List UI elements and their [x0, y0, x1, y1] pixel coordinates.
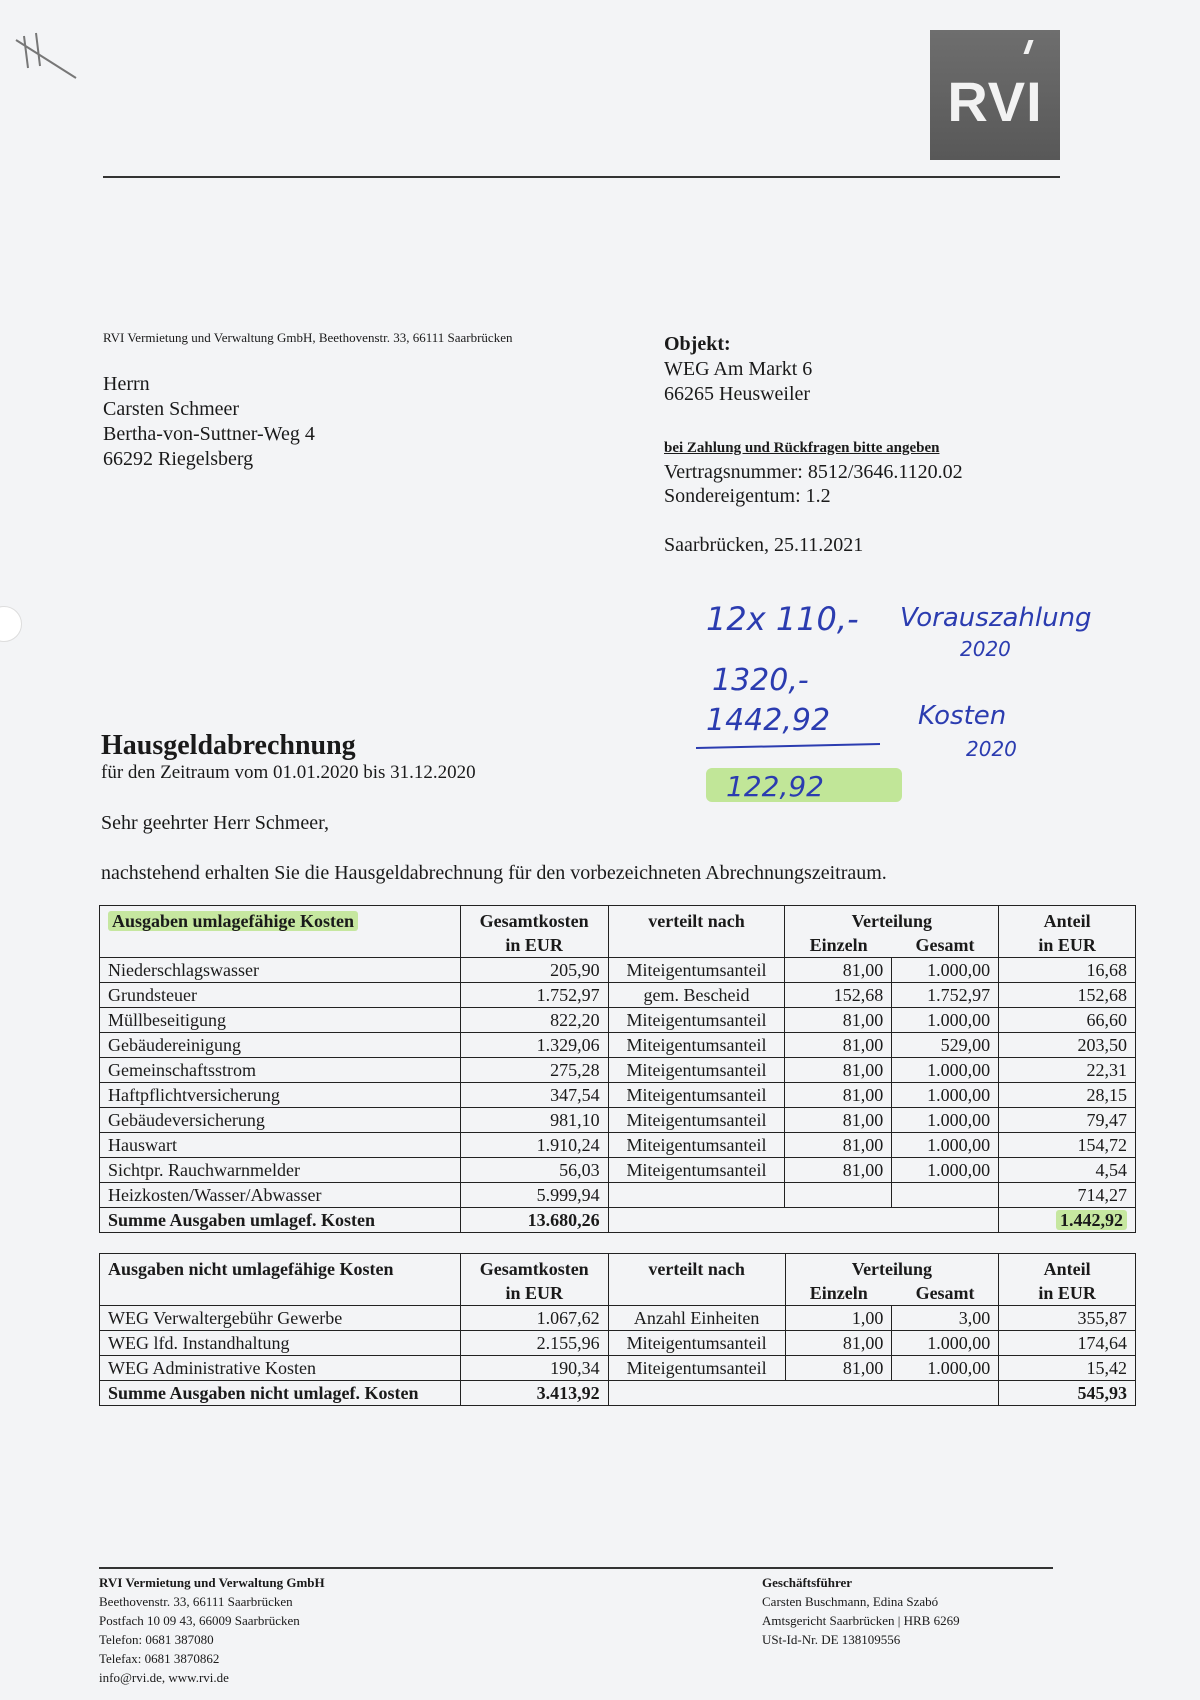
- cost-overall: 529,00: [892, 1033, 999, 1058]
- non-allocable-costs-table: [99, 1253, 1136, 1406]
- cost-total: 981,10: [460, 1108, 608, 1133]
- cost-name: Hauswart: [100, 1133, 461, 1158]
- cost-share: 16,68: [999, 958, 1136, 983]
- cost-overall: 1.000,00: [892, 1158, 999, 1183]
- footer-postbox: Postfach 10 09 43, 66009 Saarbrücken: [99, 1613, 300, 1628]
- cost-name: Gebäudereinigung: [100, 1033, 461, 1058]
- allocable-costs-table: [99, 905, 1136, 1233]
- cost-total: 5.999,94: [460, 1183, 608, 1208]
- table-row: [100, 1033, 1136, 1058]
- cost-single: 81,00: [785, 1133, 892, 1158]
- table-row: [100, 1058, 1136, 1083]
- cost-overall: 1.000,00: [892, 1356, 999, 1381]
- cost-key: Miteigentumsanteil: [608, 1356, 785, 1381]
- table-header-row: [100, 906, 1136, 958]
- table-row: [100, 1158, 1136, 1183]
- footer-phone: Telefon: 0681 387080: [99, 1632, 214, 1647]
- table-row: [100, 1133, 1136, 1158]
- header-divider: [103, 176, 1060, 178]
- cost-key: Miteigentumsanteil: [608, 1331, 785, 1356]
- cost-share: 22,31: [999, 1058, 1136, 1083]
- header-distribution: Verteilung Einzeln Gesamt: [785, 906, 999, 958]
- cost-name: Grundsteuer: [100, 983, 461, 1008]
- punch-hole: [0, 606, 22, 642]
- table-row: [100, 1108, 1136, 1133]
- footer-company: RVI Vermietung und Verwaltung GmbH: [99, 1575, 325, 1590]
- sum-row: [100, 1208, 1136, 1233]
- cost-total: 1.752,97: [460, 983, 608, 1008]
- cost-share: 66,60: [999, 1008, 1136, 1033]
- cost-name: Müllbeseitigung: [100, 1008, 461, 1033]
- cost-overall: 3,00: [892, 1306, 999, 1331]
- cost-single: 81,00: [785, 1108, 892, 1133]
- document-title: Hausgeldabrechnung: [101, 730, 356, 761]
- cost-total: 275,28: [460, 1058, 608, 1083]
- sum-share: 545,93: [999, 1381, 1136, 1406]
- cost-single: 81,00: [785, 1158, 892, 1183]
- cost-total: 2.155,96: [460, 1331, 608, 1356]
- cost-key: Miteigentumsanteil: [608, 958, 785, 983]
- cost-total: 56,03: [460, 1158, 608, 1183]
- footer-web: info@rvi.de, www.rvi.de: [99, 1670, 229, 1685]
- cost-single: 152,68: [785, 983, 892, 1008]
- cost-name: Gebäudeversicherung: [100, 1108, 461, 1133]
- letter-salutation: Sehr geehrter Herr Schmeer,: [101, 812, 329, 834]
- cost-total: 822,20: [460, 1008, 608, 1033]
- cost-key: Anzahl Einheiten: [608, 1306, 785, 1331]
- contract-number: Vertragsnummer: 8512/3646.1120.02: [664, 461, 963, 483]
- cost-overall: 1.000,00: [892, 1108, 999, 1133]
- sender-line: RVI Vermietung und Verwaltung GmbH, Beethovenstr. 33, 66111 Saarbrücken: [103, 330, 513, 345]
- cost-share: 355,87: [999, 1306, 1136, 1331]
- cost-name: Haftpflichtversicherung: [100, 1083, 461, 1108]
- rvi-logo: [930, 30, 1060, 160]
- cost-key: Miteigentumsanteil: [608, 1158, 785, 1183]
- footer-address: Beethovenstr. 33, 66111 Saarbrücken: [99, 1594, 293, 1609]
- unit-number: Sondereigentum: 1.2: [664, 485, 831, 507]
- reference-block: [664, 436, 963, 508]
- cost-share: 174,64: [999, 1331, 1136, 1356]
- cost-share: 79,47: [999, 1108, 1136, 1133]
- cost-key: gem. Bescheid: [608, 983, 785, 1008]
- date-line: Saarbrücken, 25.11.2021: [664, 534, 864, 556]
- footer-ceo-label: Geschäftsführer: [762, 1575, 853, 1590]
- sum-label: Summe Ausgaben umlagef. Kosten: [100, 1208, 461, 1233]
- cost-name: Heizkosten/Wasser/Abwasser: [100, 1183, 461, 1208]
- sum-share: 1.442,92: [999, 1208, 1136, 1233]
- cost-single: 81,00: [785, 1008, 892, 1033]
- recipient-street: Bertha-von-Suttner-Weg 4: [103, 423, 315, 445]
- footer-company-info: [99, 1573, 325, 1687]
- cost-single: 81,00: [785, 1083, 892, 1108]
- table-row: [100, 1083, 1136, 1108]
- sum-label: Summe Ausgaben nicht umlagef. Kosten: [100, 1381, 461, 1406]
- cost-total: 1.329,06: [460, 1033, 608, 1058]
- table-row: [100, 1356, 1136, 1381]
- table-row: [100, 1008, 1136, 1033]
- cost-key: Miteigentumsanteil: [608, 1133, 785, 1158]
- note-prepayment-calc: 12x 110,-: [706, 600, 859, 638]
- header-total: Gesamtkosten in EUR: [460, 1254, 608, 1306]
- logo-text: RVI: [947, 70, 1043, 133]
- sum-total: 3.413,92: [460, 1381, 608, 1406]
- table-row: [100, 1331, 1136, 1356]
- table-row: [100, 958, 1136, 983]
- footer-divider: [99, 1567, 1053, 1569]
- footer-fax: Telefax: 0681 3870862: [99, 1651, 220, 1666]
- cost-share: 154,72: [999, 1133, 1136, 1158]
- note-costs-label: Kosten: [918, 701, 1007, 731]
- header-share: Anteil in EUR: [999, 1254, 1136, 1306]
- recipient-address: [103, 372, 315, 472]
- recipient-salutation: Herrn: [103, 373, 150, 395]
- cost-name: Sichtpr. Rauchwarnmelder: [100, 1158, 461, 1183]
- recipient-city: 66292 Riegelsberg: [103, 448, 254, 470]
- header-share: Anteil in EUR: [999, 906, 1136, 958]
- object-label: Objekt:: [664, 333, 731, 355]
- cost-overall: 1.000,00: [892, 1058, 999, 1083]
- document-period: für den Zeitraum vom 01.01.2020 bis 31.12.2020: [101, 762, 476, 783]
- footer-court: Amtsgericht Saarbrücken | HRB 6269: [762, 1613, 960, 1628]
- cost-single: 81,00: [785, 958, 892, 983]
- footer-legal-info: [762, 1573, 960, 1649]
- cost-single: 81,00: [785, 1033, 892, 1058]
- cost-key: Miteigentumsanteil: [608, 1033, 785, 1058]
- note-prepayment-year: 2020: [960, 637, 1011, 661]
- object-name: WEG Am Markt 6: [664, 358, 813, 380]
- cost-key: Miteigentumsanteil: [608, 1108, 785, 1133]
- header-category: Ausgaben nicht umlagefähige Kosten: [100, 1254, 461, 1306]
- letter-intro: nachstehend erhalten Sie die Hausgeldabrechnung für den vorbezeichneten Abrechnungszeitraum.: [101, 862, 887, 884]
- cost-overall: 1.000,00: [892, 958, 999, 983]
- note-costs-year: 2020: [966, 737, 1017, 761]
- cost-name: Gemeinschaftsstrom: [100, 1058, 461, 1083]
- cost-total: 1.910,24: [460, 1133, 608, 1158]
- note-costs-total: 1442,92: [706, 703, 831, 738]
- cost-key: [608, 1183, 785, 1208]
- note-prepayment-total: 1320,-: [712, 663, 809, 698]
- cost-share: 714,27: [999, 1183, 1136, 1208]
- header-key: verteilt nach: [608, 1254, 785, 1306]
- header-key: verteilt nach: [608, 906, 785, 958]
- cost-single: 81,00: [785, 1331, 892, 1356]
- cost-single: 81,00: [785, 1356, 892, 1381]
- cost-overall: 1.000,00: [892, 1083, 999, 1108]
- cost-name: WEG Verwaltergebühr Gewerbe: [100, 1306, 461, 1331]
- cost-single: [785, 1183, 892, 1208]
- note-underline: [696, 744, 880, 748]
- header-distribution: Verteilung Einzeln Gesamt: [785, 1254, 999, 1306]
- cost-total: 347,54: [460, 1083, 608, 1108]
- note-result: 122,92: [726, 770, 824, 803]
- object-block: [664, 332, 812, 407]
- header-category: Ausgaben umlagefähige Kosten: [100, 906, 461, 958]
- table-row: [100, 1306, 1136, 1331]
- cost-share: 15,42: [999, 1356, 1136, 1381]
- cost-name: Niederschlagswasser: [100, 958, 461, 983]
- reference-hint: bei Zahlung und Rückfragen bitte angeben: [664, 440, 940, 456]
- cost-overall: 1.752,97: [892, 983, 999, 1008]
- note-prepayment-label: Vorauszahlung: [900, 603, 1092, 633]
- cost-total: 190,34: [460, 1356, 608, 1381]
- table-header-row: [100, 1254, 1136, 1306]
- footer-ceo-names: Carsten Buschmann, Edina Szabó: [762, 1594, 939, 1609]
- cost-total: 205,90: [460, 958, 608, 983]
- header-total: Gesamtkosten in EUR: [460, 906, 608, 958]
- footer-vat: USt-Id-Nr. DE 138109556: [762, 1632, 901, 1647]
- cost-key: Miteigentumsanteil: [608, 1058, 785, 1083]
- pencil-mark: [6, 28, 86, 88]
- sum-row: [100, 1381, 1136, 1406]
- cost-share: 203,50: [999, 1033, 1136, 1058]
- cost-key: Miteigentumsanteil: [608, 1083, 785, 1108]
- cost-single: 81,00: [785, 1058, 892, 1083]
- cost-share: 4,54: [999, 1158, 1136, 1183]
- handwritten-notes: [690, 590, 1170, 820]
- cost-key: Miteigentumsanteil: [608, 1008, 785, 1033]
- cost-overall: 1.000,00: [892, 1133, 999, 1158]
- table-row: [100, 1183, 1136, 1208]
- cost-share: 28,15: [999, 1083, 1136, 1108]
- cost-share: 152,68: [999, 983, 1136, 1008]
- table-row: [100, 983, 1136, 1008]
- cost-total: 1.067,62: [460, 1306, 608, 1331]
- cost-overall: 1.000,00: [892, 1331, 999, 1356]
- cost-name: WEG lfd. Instandhaltung: [100, 1331, 461, 1356]
- cost-overall: 1.000,00: [892, 1008, 999, 1033]
- object-city: 66265 Heusweiler: [664, 383, 811, 405]
- cost-name: WEG Administrative Kosten: [100, 1356, 461, 1381]
- cost-overall: [892, 1183, 999, 1208]
- cost-single: 1,00: [785, 1306, 892, 1331]
- recipient-name: Carsten Schmeer: [103, 398, 240, 420]
- sum-total: 13.680,26: [460, 1208, 608, 1233]
